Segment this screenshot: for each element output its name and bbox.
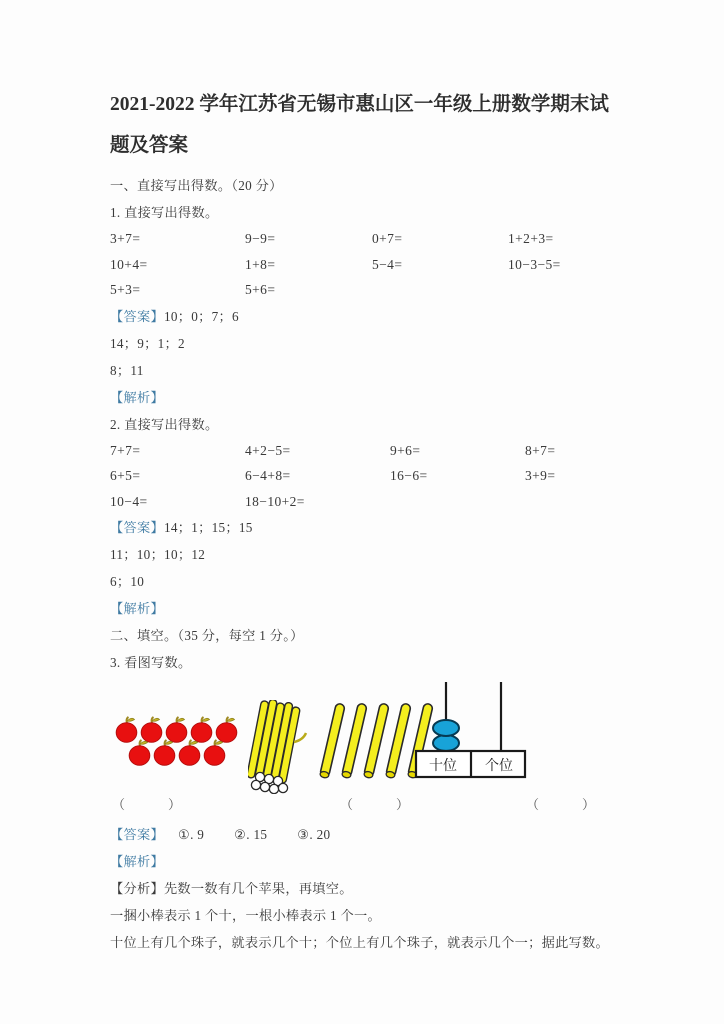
blank-answer-2: （ ） <box>340 797 411 812</box>
question-1-answer-line-2: 14；9；1；2 <box>110 335 185 351</box>
question-2-equations <box>110 438 628 515</box>
answer-values: 10；0；7；6 <box>163 308 239 324</box>
analysis-line-1: 【分析】先数一数有几个苹果，再填空。 <box>110 881 353 896</box>
equation: 5+6= <box>245 282 276 297</box>
answer-values: 14；1；15；15 <box>163 520 253 535</box>
question-2-answer-line-3: 6；10 <box>110 574 145 589</box>
equation: 3+9= <box>525 468 556 483</box>
question-1-answer-line-1 <box>110 303 628 330</box>
question-3-analysis-label: 【解析】 <box>110 854 164 869</box>
abacus-tens-beads <box>433 720 459 751</box>
equation: 3+7= <box>110 231 141 246</box>
equation: 9−9= <box>245 231 276 246</box>
question-3-answer-line <box>110 821 628 848</box>
stick-bundle-icon <box>248 700 314 794</box>
apple-icon <box>202 739 227 766</box>
equation <box>390 489 525 515</box>
equation: 8+7= <box>525 442 556 458</box>
equation: 10−3−5= <box>508 256 561 272</box>
question-1-answer-line-3: 8；11 <box>110 362 144 378</box>
section-one-heading: 一、直接写出得数。（20 分） <box>110 178 283 193</box>
apple-icon <box>152 739 177 766</box>
fill-in-blanks-row <box>110 794 628 821</box>
apple-icon <box>127 739 152 766</box>
equation: 0+7= <box>372 231 403 246</box>
equation <box>372 277 508 303</box>
question-3-figure <box>110 680 628 794</box>
tens-place-label: 十位 <box>429 759 457 774</box>
apples-figure <box>114 716 239 763</box>
blank-answer-3: （ ） <box>526 797 597 812</box>
answer-label: 【答案】 <box>110 308 164 324</box>
question-2-answer-line-2: 11；10；10；12 <box>110 547 206 562</box>
abacus-figure <box>413 680 528 780</box>
equation: 6−4+8= <box>245 468 291 483</box>
analysis-line-2: 一捆小棒表示 1 个十，一根小棒表示 1 个一。 <box>110 908 381 923</box>
page-title <box>110 84 628 166</box>
equation: 1+8= <box>245 256 276 272</box>
question-2-analysis-label: 【解析】 <box>110 601 164 616</box>
answer-item-3: ③. 20 <box>297 827 331 842</box>
answer-label: 【答案】 <box>110 520 164 535</box>
apple-icon <box>177 739 202 766</box>
apple-row <box>114 716 239 740</box>
equation: 10+4= <box>110 256 148 272</box>
equation: 10−4= <box>110 493 148 509</box>
equation: 18−10+2= <box>245 493 305 509</box>
equation: 5−4= <box>372 256 403 272</box>
question-3-label: 3. 看图写数。 <box>110 655 192 670</box>
blank-answer-1: （ ） <box>112 797 183 812</box>
sticks-figure <box>248 700 434 794</box>
question-1-equations <box>110 226 628 303</box>
analysis-line-3: 十位上有几个珠子，就表示几个十；个位上有几个珠子，就表示几个一；据此写数。 <box>110 935 610 950</box>
question-2-label: 2. 直接写出得数。 <box>110 416 219 432</box>
equation: 4+2−5= <box>245 442 291 458</box>
equation: 6+5= <box>110 468 141 483</box>
equation: 7+7= <box>110 442 141 458</box>
ones-place-label: 个位 <box>485 759 513 774</box>
equation: 5+3= <box>110 282 141 297</box>
title-line-2: 题及答案 <box>110 135 189 156</box>
equation <box>508 277 628 303</box>
section-two-heading: 二、填空。（35 分，每空 1 分。） <box>110 628 304 643</box>
apple-row <box>127 739 239 763</box>
title-line-1: 2021-2022 学年江苏省无锡市惠山区一年级上册数学期末试 <box>110 94 609 115</box>
equation: 1+2+3= <box>508 231 554 246</box>
answer-item-2: ②. 15 <box>234 827 268 842</box>
answer-label: 【答案】 <box>110 827 164 842</box>
answer-item-1: ①. 9 <box>177 827 205 842</box>
equation: 9+6= <box>390 442 421 458</box>
question-2-answer-line-1 <box>110 514 628 541</box>
equation: 16−6= <box>390 468 428 483</box>
question-1-analysis-label: 【解析】 <box>110 389 164 405</box>
question-1-label: 1. 直接写出得数。 <box>110 205 219 220</box>
equation <box>525 489 628 515</box>
